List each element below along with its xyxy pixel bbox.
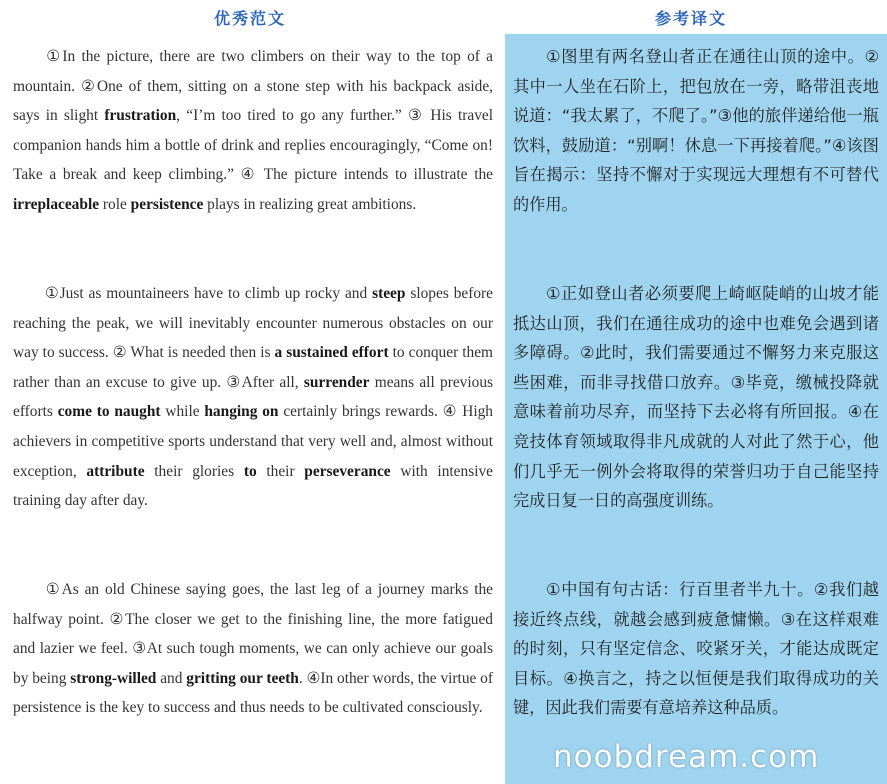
translation-heading: 参考译文 (655, 9, 728, 28)
text-run: certainly brings rewards. ④ High achievers in competitive sports understand that very well and, almost without exception, (13, 403, 493, 480)
chinese-paragraph-2-text: ①正如登山者必须要爬上崎岖陡峭的山坡才能抵达山顶，我们在通往成功的途中也难免会遇到诸多障碍。②此时，我们需要通过不懈努力来克服这些困难，而非寻找借口放弃。③毕竟，缴械投降就意味着前功尽弃，而坚持下去必将有所回报。④在竞技体育领域取得非凡成就的人对此了然于心，他们几乎无一例外会将取得的荣誉归功于自己能坚持完成日复一日的高强度训练。 (513, 284, 879, 511)
key-phrase: to (243, 462, 257, 480)
key-phrase: a sustained effort (274, 344, 389, 362)
key-phrase: irreplaceable (13, 195, 100, 213)
text-run: to conquer them rather than an excuse to give up. ③After all, (13, 344, 493, 391)
key-phrase: gritting our teeth (186, 669, 299, 687)
text-run: and (156, 669, 187, 687)
text-run: , “I’m too tired to go any further.” ③ His travel companion hands him a bottle of drink and replies encouragingly, “Come on! Take a break and keep climbing.” ④ The picture intends to illustrate the (13, 107, 493, 184)
chinese-paragraph-1 (513, 42, 879, 220)
text-run: while (160, 403, 205, 421)
english-paragraph-2 (13, 279, 493, 516)
key-phrase: frustration (104, 107, 177, 125)
text-run: slopes before reaching the peak, we will inevitably encounter numerous obstacles on our way to success. ② What is needed then is (13, 285, 493, 362)
key-phrase: perseverance (304, 462, 391, 480)
chinese-paragraph-3-text: ①中国有句古话：行百里者半九十。②我们越接近终点线，就越会感到疲惫慵懒。③在这样艰难的时刻，只有坚定信念、咬紧牙关，才能达成既定目标。④换言之，持之以恒便是我们取得成功的关键，因此我们需要有意培养这种品质。 (513, 580, 879, 718)
chinese-paragraph-1-text: ①图里有两名登山者正在通往山顶的途中。②其中一人坐在石阶上，把包放在一旁，略带沮丧地说道：“我太累了，不爬了。”③他的旅伴递给他一瓶饮料，鼓励道：“别啊！休息一下再接着爬。”④该图旨在揭示：坚持不懈对于实现远大理想有不可替代的作用。 (513, 47, 879, 214)
text-run: . ④In other words, the virtue of persistence is the key to success and thus needs to be cultivated consciously. (13, 669, 494, 717)
key-phrase: strong-willed (70, 669, 157, 687)
text-run: plays in realizing great ambitions. (203, 195, 417, 213)
text-run: with intensive training day after day. (13, 462, 493, 510)
chinese-paragraph-3 (513, 575, 879, 723)
english-paragraph-1 (13, 42, 493, 220)
essay-heading: 优秀范文 (214, 9, 287, 28)
text-run: ①As an old Chinese saying goes, the last leg of a journey marks the halfway point. ②The closer we get to the finishing line, the more fatigued and lazier we feel. ③At such tough moments, we can only achieve our goals by being (13, 581, 493, 687)
text-run: ①Just as mountaineers have to climb up rocky and (43, 285, 373, 302)
key-phrase: hanging on (204, 403, 279, 421)
key-phrase: come to naught (57, 403, 161, 421)
watermark: noobdream.com (553, 739, 820, 775)
text-run: their (256, 462, 305, 480)
text-run: role (99, 195, 131, 213)
english-paragraph-3 (13, 575, 493, 723)
key-phrase: attribute (86, 462, 145, 480)
key-phrase: persistence (130, 195, 204, 213)
chinese-paragraph-2 (513, 279, 879, 516)
key-phrase: steep (372, 285, 406, 302)
key-phrase: surrender (303, 373, 370, 391)
text-run: means all previous efforts (13, 373, 494, 421)
text-run: their glories (144, 462, 244, 480)
text-run: ①In the picture, there are two climbers on their way to the top of a mountain. ②One of them, sitting on a stone step with his backpack aside, says in slight (13, 48, 493, 125)
